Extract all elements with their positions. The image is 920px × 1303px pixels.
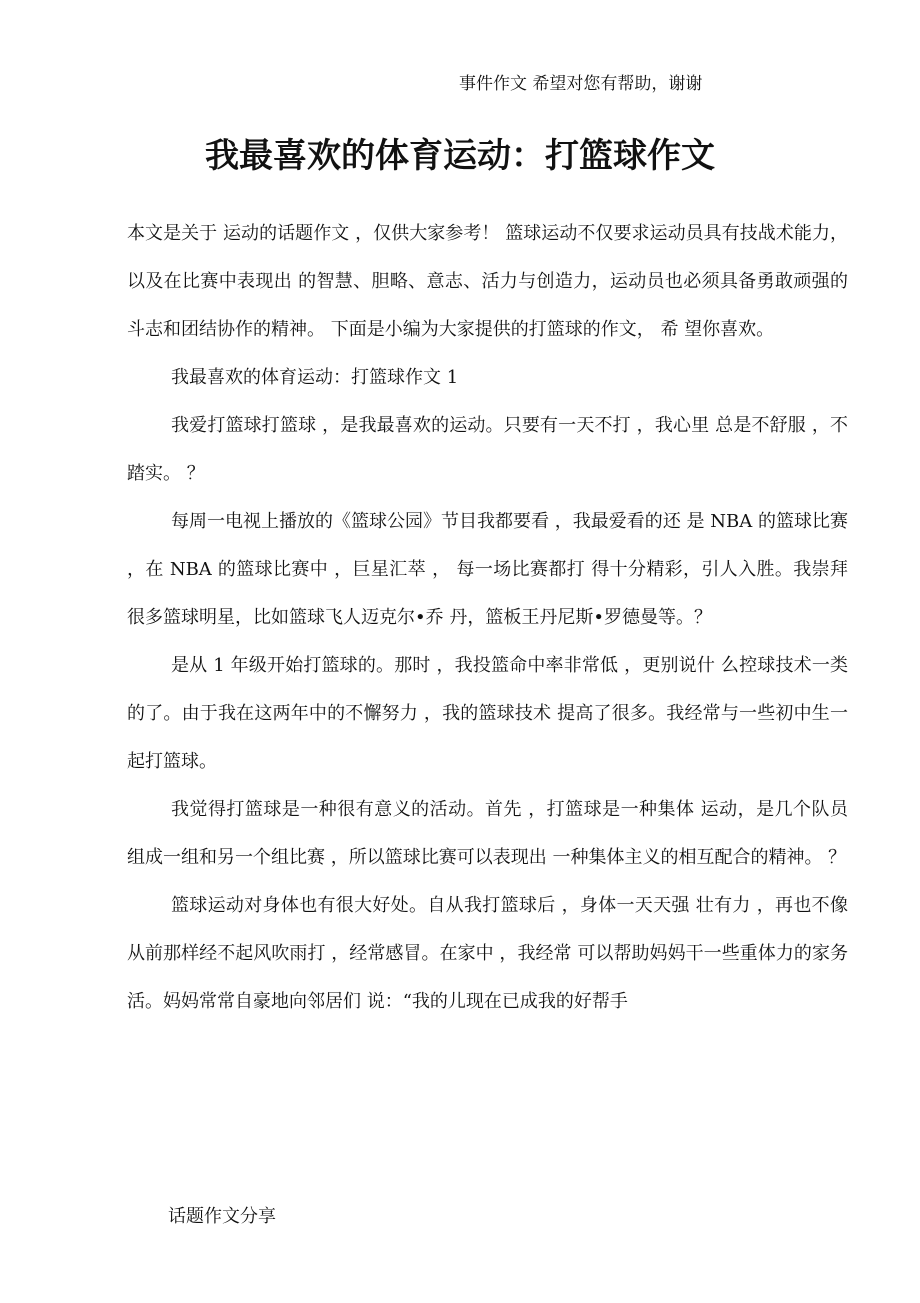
- page-title: 我最喜欢的体育运动：打篮球作文: [205, 136, 715, 176]
- body-paragraph: 我觉得打篮球是一种很有意义的活动。首先 ，打篮球是一种集体 运动，是几个队员组成一组和另一个组比赛 ，所以篮球比赛可以表现出 一种集体主义的相互配合的精神。 ？: [127, 799, 848, 868]
- section-heading: 我最喜欢的体育运动：打篮球作文 1: [171, 367, 459, 388]
- body-paragraph: 是从 1 年级开始打篮球的。那时 ，我投篮命中率非常低 ，更别说什 么控球技术一类的了。由于我在这两年中的不懈努力 ，我的篮球技术 提高了很多。我经常与一些初中生一起打篮球。: [127, 655, 848, 772]
- article-body: [127, 210, 848, 1026]
- body-paragraph: 篮球运动对身体也有很大好处。自从我打篮球后 ，身体一天天强 壮有力 ，再也不像从前那样经不起风吹雨打 ，经常感冒。在家中 ，我经常 可以帮助妈妈干一些重体力的家务活。妈妈常常自豪地向邻居们 说：“我的儿现在已成我的好帮手: [127, 895, 848, 1012]
- intro-paragraph: 本文是关于 运动的话题作文 ，仅供大家参考！ 篮球运动不仅要求运动员具有技战术能力， 以及在比赛中表现出 的智慧、胆略、意志、活力与创造力，运动员也必须具备勇敢顽强的 斗志和团结协作的精神。 下面是小编为大家提供的打篮球的作文， 希 望你喜欢。: [127, 223, 848, 340]
- body-paragraph: 我爱打篮球打篮球 ，是我最喜欢的运动。只要有一天不打 ，我心里 总是不舒服 ，不踏实。 ？: [127, 415, 848, 484]
- footer-note: 话题作文分享: [168, 1206, 276, 1227]
- body-paragraph: 每周一电视上播放的《篮球公园》节目我都要看 ，我最爱看的还 是 NBA 的篮球比赛 ，在 NBA 的篮球比赛中 ，巨星汇萃 ， 每一场比赛都打 得十分精彩，引人入胜。我崇拜很多篮球明星，比如篮球飞人迈克尔•乔 丹，篮板王丹尼斯•罗德曼等。？: [127, 511, 848, 628]
- header-note: 事件作文 希望对您有帮助，谢谢: [459, 74, 703, 94]
